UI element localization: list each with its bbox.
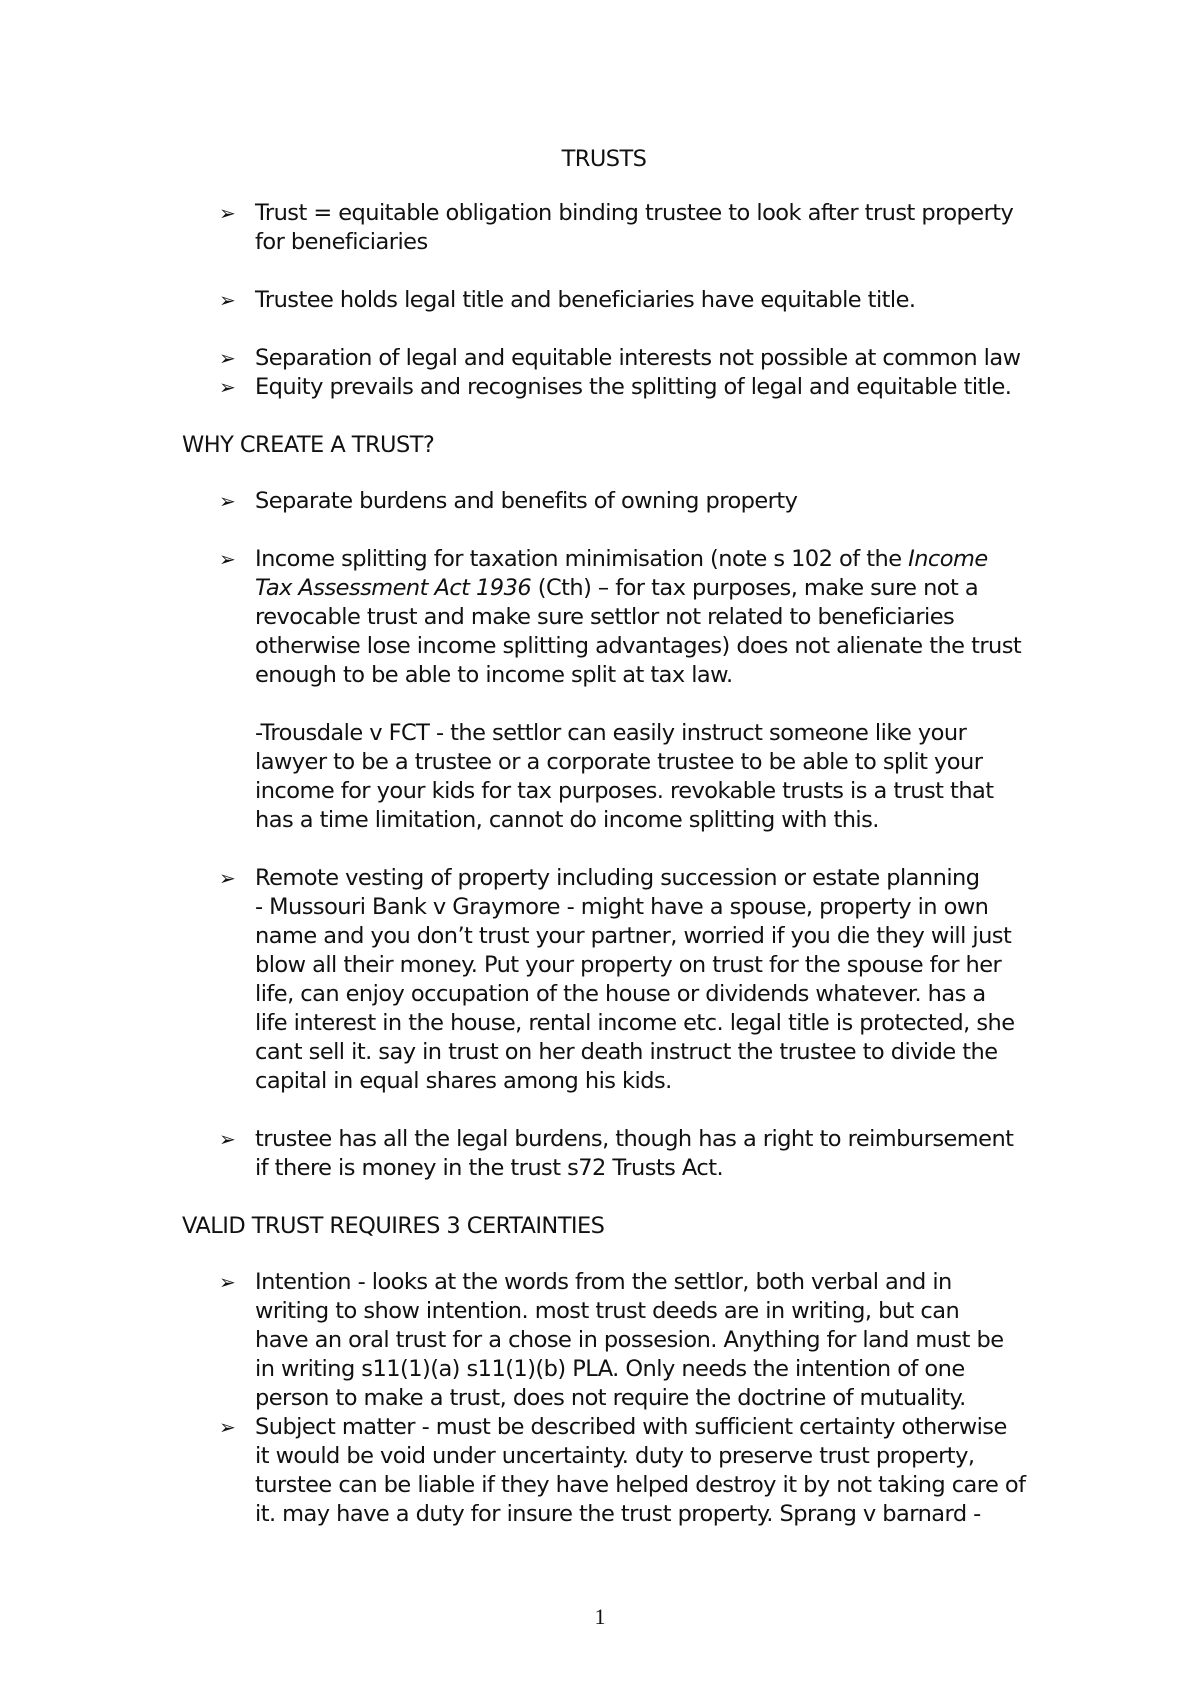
list-item-text: name and you don’t trust your partner, worried if you die they will just — [255, 923, 1012, 949]
page-title: TRUSTS — [561, 146, 647, 172]
list-item — [182, 1125, 1042, 1183]
list-item-text: it would be void under uncertainty. duty to preserve trust property, — [255, 1443, 975, 1469]
list-item-text: trustee has all the legal burdens, though has a right to reimbursement — [255, 1126, 1014, 1152]
arrow-bullet-icon: ➢ — [219, 547, 236, 571]
list-item-text: capital in equal shares among his kids. — [255, 1068, 672, 1094]
paragraph-line: has a time limitation, cannot do income splitting with this. — [255, 807, 879, 833]
arrow-bullet-icon: ➢ — [219, 1415, 236, 1439]
list-item — [182, 199, 1042, 257]
page-number: 1 — [594, 1604, 606, 1629]
list-item-text: have an oral trust for a chose in possesion. Anything for land must be — [255, 1327, 1004, 1353]
list-item-text: enough to be able to income split at tax law. — [255, 662, 733, 688]
list-item-text: Remote vesting of property including succession or estate planning — [255, 865, 980, 891]
arrow-bullet-icon: ➢ — [219, 201, 236, 225]
list-item — [182, 373, 1042, 402]
paragraph-line: income for your kids for tax purposes. revokable trusts is a trust that — [255, 778, 994, 804]
act-title-italic: Income — [908, 546, 988, 572]
list-item-text: otherwise lose income splitting advantages) does not alienate the trust — [255, 633, 1022, 659]
list-item-text: turstee can be liable if they have helped destroy it by not taking care of — [255, 1472, 1026, 1498]
list-item-text: it. may have a duty for insure the trust property. Sprang v barnard - — [255, 1501, 981, 1527]
list-item-text: person to make a trust, does not require the doctrine of mutuality. — [255, 1385, 966, 1411]
list-item-text: Equity prevails and recognises the splitting of legal and equitable title. — [255, 374, 1012, 400]
arrow-bullet-icon: ➢ — [219, 1127, 236, 1151]
text-run: Income splitting for taxation minimisation (note s 102 of the — [255, 546, 909, 572]
arrow-bullet-icon: ➢ — [219, 489, 236, 513]
document-body — [182, 145, 1042, 1529]
list-item-text: if there is money in the trust s72 Trusts Act. — [255, 1155, 724, 1181]
act-title-italic: Tax Assessment Act 1936 — [255, 575, 532, 601]
list-item-text: for beneficiaries — [255, 229, 428, 255]
list-item — [182, 344, 1042, 373]
list-item-text: revocable trust and make sure settlor not related to beneficiaries — [255, 604, 955, 630]
arrow-bullet-icon: ➢ — [219, 288, 236, 312]
section-heading-valid: VALID TRUST REQUIRES 3 CERTAINTIES — [182, 1213, 605, 1239]
list-item — [182, 1413, 1042, 1529]
list-item-text: blow all their money. Put your property on trust for the spouse for her — [255, 952, 1002, 978]
list-item — [182, 864, 1042, 1096]
paragraph-line: -Trousdale v FCT - the settlor can easily instruct someone like your — [255, 720, 967, 746]
arrow-bullet-icon: ➢ — [219, 346, 236, 370]
list-item — [182, 1268, 1042, 1413]
list-item-text: life interest in the house, rental income etc. legal title is protected, she — [255, 1010, 1015, 1036]
text-run: (Cth) – for tax purposes, make sure not a — [531, 575, 979, 601]
list-item-text: Trust = equitable obligation binding trustee to look after trust property — [255, 200, 1014, 226]
paragraph-line: lawyer to be a trustee or a corporate trustee to be able to split your — [255, 749, 983, 775]
arrow-bullet-icon: ➢ — [219, 375, 236, 399]
arrow-bullet-icon: ➢ — [219, 866, 236, 890]
list-item-text: life, can enjoy occupation of the house or dividends whatever. has a — [255, 981, 986, 1007]
list-item-text — [255, 545, 1042, 574]
list-item-text: writing to show intention. most trust deeds are in writing, but can — [255, 1298, 960, 1324]
list-item-text: Trustee holds legal title and beneficiaries have equitable title. — [255, 287, 916, 313]
arrow-bullet-icon: ➢ — [219, 1270, 236, 1294]
list-item-text: cant sell it. say in trust on her death instruct the trustee to divide the — [255, 1039, 998, 1065]
list-item — [182, 286, 1042, 315]
list-item-text: Separate burdens and benefits of owning property — [255, 488, 798, 514]
list-item-text: Subject matter - must be described with sufficient certainty otherwise — [255, 1414, 1007, 1440]
list-item — [182, 487, 1042, 516]
case-note-paragraph — [182, 719, 1042, 835]
list-item-text: - Mussouri Bank v Graymore - might have a spouse, property in own — [255, 894, 989, 920]
section-heading-why: WHY CREATE A TRUST? — [182, 432, 435, 458]
list-item-text — [255, 574, 1042, 603]
list-item-text: in writing s11(1)(a) s11(1)(b) PLA. Only needs the intention of one — [255, 1356, 965, 1382]
list-item — [182, 545, 1042, 690]
list-item-text: Separation of legal and equitable interests not possible at common law — [255, 345, 1021, 371]
list-item-text: Intention - looks at the words from the settlor, both verbal and in — [255, 1269, 952, 1295]
